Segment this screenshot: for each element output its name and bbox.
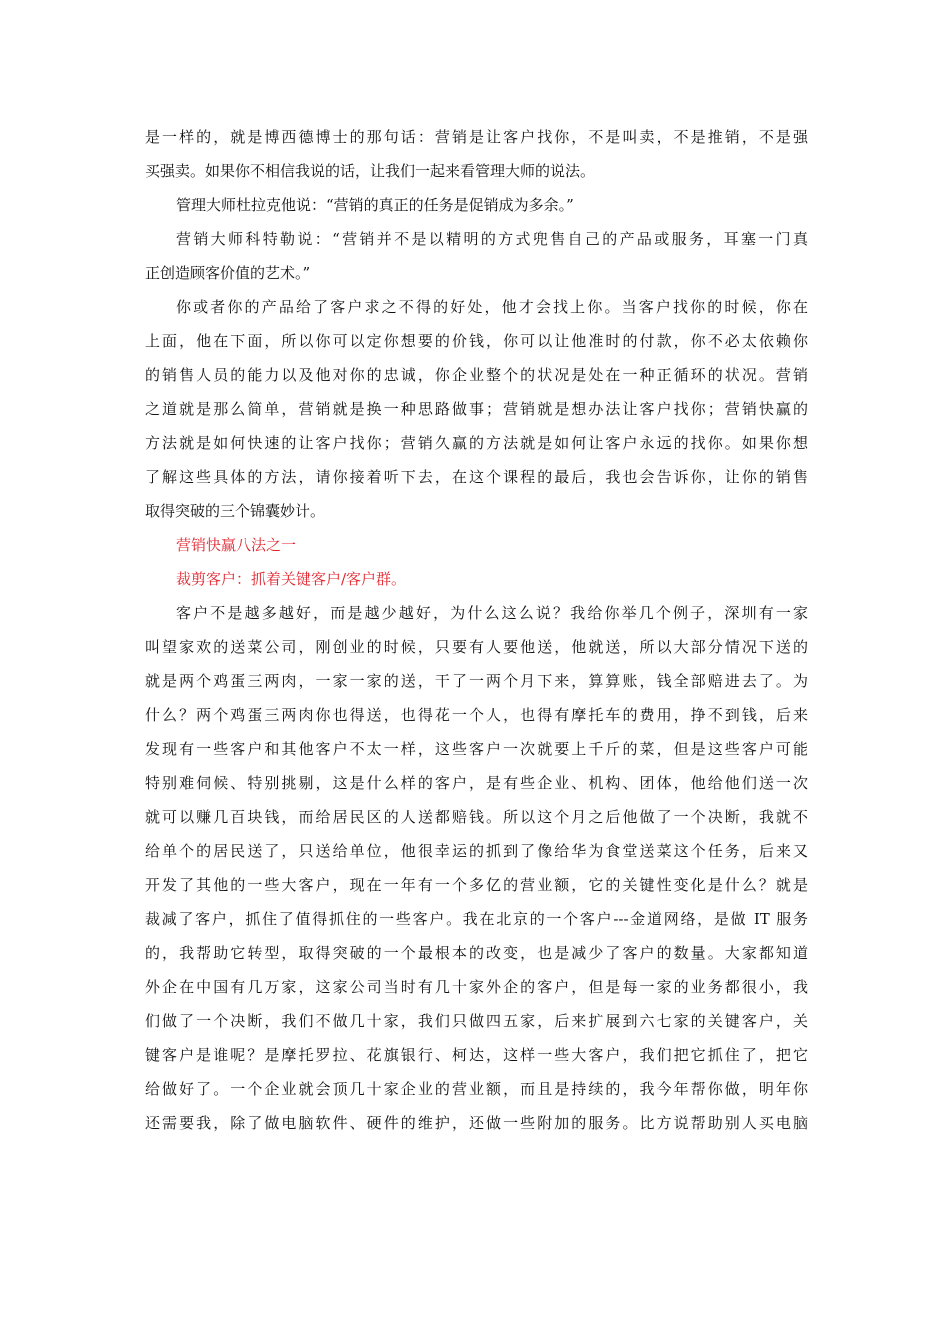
paragraph-line: 的，我帮助它转型，取得突破的一个最根本的改变，也是减少了客户的数量。大家都知道 (145, 944, 808, 962)
paragraph-line: 键客户是谁呢？是摩托罗拉、花旗银行、柯达，这样一些大客户，我们把它抓住了，把它 (145, 1046, 808, 1064)
paragraph-line: 是一样的，就是博西德博士的那句话：营销是让客户找你，不是叫卖，不是推销，不是强 (145, 128, 808, 146)
paragraph-line: 给单个的居民送了，只送给单位，他很幸运的抓到了像给华为食堂送菜这个任务，后来又 (145, 842, 808, 860)
paragraph-line: 管理大师杜拉克他说：“营销的真正的任务是促销成为多余。” (176, 196, 574, 214)
paragraph-line: 就是两个鸡蛋三两肉，一家一家的送，干了一两个月下来，算算账，钱全部赔进去了。为 (145, 672, 808, 690)
paragraph-line: 正创造顾客价值的艺术。” (145, 264, 311, 282)
paragraph-line: 给做好了。一个企业就会顶几十家企业的营业额，而且是持续的，我今年帮你做，明年你 (145, 1080, 808, 1098)
paragraph-line: 之道就是那么简单，营销就是换一种思路做事；营销就是想办法让客户找你；营销快赢的 (145, 400, 808, 418)
paragraph-line: 叫望家欢的送菜公司，刚创业的时候，只要有人要他送，他就送，所以大部分情况下送的 (145, 638, 808, 656)
paragraph-line: 们做了一个决断，我们不做几十家，我们只做四五家，后来扩展到六七家的关键客户，关 (145, 1012, 808, 1030)
paragraph-line: 客户不是越多越好，而是越少越好，为什么这么说？我给你举几个例子，深圳有一家 (176, 604, 808, 622)
paragraph-line: 的销售人员的能力以及他对你的忠诚，你企业整个的状况是处在一种正循环的状况。营销 (145, 366, 808, 384)
paragraph-line: 裁减了客户，抓住了值得抓住的一些客户。我在北京的一个客户---金道网络，是做 IT 服务 (145, 910, 808, 928)
paragraph-line: 发现有一些客户和其他客户不太一样，这些客户一次就要上千斤的菜，但是这些客户可能 (145, 740, 808, 758)
paragraph-line: 了解这些具体的方法，请你接着听下去，在这个课程的最后，我也会告诉你，让你的销售 (145, 468, 808, 486)
paragraph-line: 你或者你的产品给了客户求之不得的好处，他才会找上你。当客户找你的时候，你在 (176, 298, 808, 316)
paragraph-line: 还需要我，除了做电脑软件、硬件的维护，还做一些附加的服务。比方说帮助别人买电脑 (145, 1114, 808, 1132)
paragraph-line: 营销大师科特勒说：“营销并不是以精明的方式兜售自己的产品或服务，耳塞一门真 (176, 230, 808, 248)
paragraph-line: 什么？两个鸡蛋三两肉你也得送，也得花一个人，也得有摩托车的费用，挣不到钱，后来 (145, 706, 808, 724)
document-page (145, 120, 808, 1140)
paragraph-line: 方法就是如何快速的让客户找你；营销久赢的方法就是如何让客户永远的找你。如果你想 (145, 434, 808, 452)
paragraph-line: 外企在中国有几万家，这家公司当时有几十家外企的客户，但是每一家的业务都很小，我 (145, 978, 808, 996)
paragraph-line: 就可以赚几百块钱，而给居民区的人送都赔钱。所以这个月之后他做了一个决断，我就不 (145, 808, 808, 826)
section-heading-line: 裁剪客户：抓着关键客户/客户群。 (176, 570, 407, 588)
section-heading-line: 营销快赢八法之一 (176, 536, 297, 554)
paragraph-line: 特别难伺候、特别挑剔，这是什么样的客户，是有些企业、机构、团体，他给他们送一次 (145, 774, 808, 792)
paragraph-line: 开发了其他的一些大客户，现在一年有一个多亿的营业额，它的关键性变化是什么？就是 (145, 876, 808, 894)
paragraph-line: 取得突破的三个锦囊妙计。 (145, 502, 326, 520)
paragraph-line: 买强卖。如果你不相信我说的话，让我们一起来看管理大师的说法。 (145, 162, 596, 180)
document-body (145, 120, 808, 1140)
paragraph-line: 上面，他在下面，所以你可以定你想要的价钱，你可以让他准时的付款，你不必太依赖你 (145, 332, 808, 350)
